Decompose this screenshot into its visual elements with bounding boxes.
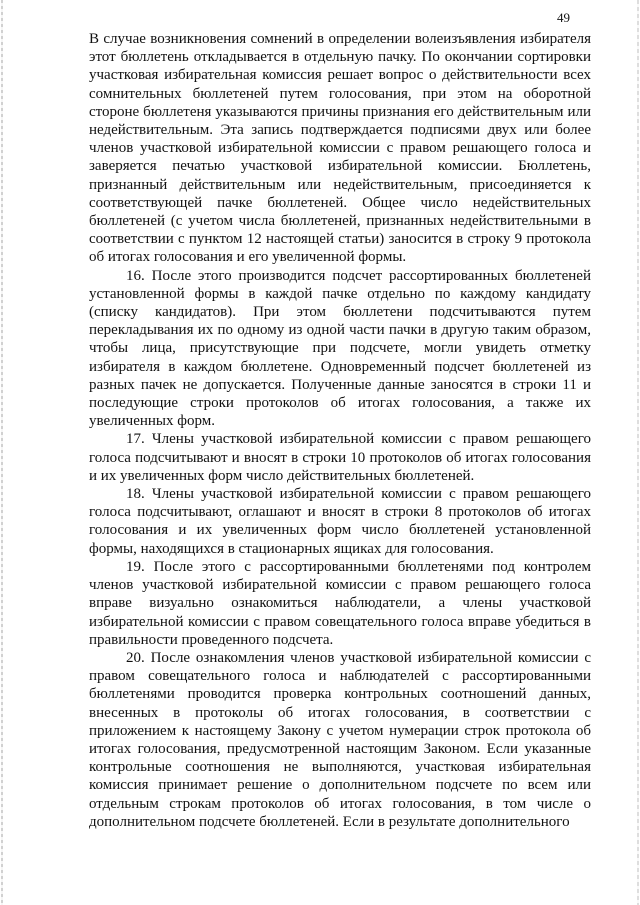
paragraph-16: 16. После этого производится подсчет рассортированных бюллетеней установленной формы в каждой пачке отдельно по каждому кандидату (списку кандидатов). При этом бюллетени подсчитываются путем перекладывания их по одному из одной части пачки в другую таким образом, чтобы лица, присутствующие при подсчете, могли увидеть отметку избирателя в каждом бюллетене. Одновременный подсчет бюллетеней из разных пачек не допускается. Полученные данные заносятся в строки 11 и последующие строки протоколов об итогах голосования, а также их увеличенных форм. bbox=[89, 267, 591, 430]
paragraph-17: 17. Члены участковой избирательной комиссии с правом решающего голоса подсчитывают и вносят в строки 10 протоколов об итогах голосования и их увеличенных форм число действительных бюллетеней. bbox=[89, 431, 591, 484]
paragraph-19: 19. После этого с рассортированными бюллетенями под контролем членов участковой избирательной комиссии с правом решающего голоса вправе визуально ознакомиться наблюдатели, а члены участковой избирательной комиссии с правом совещательного голоса вправе убедиться в правильности проведенного подсчета. bbox=[89, 558, 591, 648]
scan-edge-left bbox=[1, 0, 3, 905]
paragraph-18: 18. Члены участковой избирательной комиссии с правом решающего голоса подсчитывают, оглашают и вносят в строки 8 протоколов об итогах голосования и их увеличенных форм число бюллетеней установленной формы, находящихся в стационарных ящиках для голосования. bbox=[89, 486, 591, 557]
scan-edge-right bbox=[637, 0, 639, 905]
paragraph-20: 20. После ознакомления членов участковой избирательной комиссии с правом совещательного голоса и наблюдателей с рассортированными бюллетенями проводится проверка контрольных соотношений данных, внесенных в протоколы об итогах голосования, в соответствии с приложением к настоящему Закону с учетом нумерации строк протокола об итогах голосования, предусмотренной настоящим Законом. Если указанные контрольные соотношения не выполняются, участковая избирательная комиссия принимает решение о дополнительном подсчете по всем или отдельным строкам протоколов об итогах голосования, в том числе о дополнительном подсчете бюллетеней. Если в результате дополнительного bbox=[89, 649, 591, 830]
page-number: 49 bbox=[557, 10, 570, 25]
body-text bbox=[89, 30, 591, 831]
paragraph-continuation: В случае возникновения сомнений в определении волеизъявления избирателя этот бюллетень откладывается в отдельную пачку. По окончании сортировки участковая избирательная комиссия решает вопрос о действительности всех сомнительных бюллетеней путем голосования, при этом на оборотной стороне бюллетеня указываются причины признания его действительным или недействительным. Эта запись подтверждается подписями двух или более членов участковой избирательной комиссии с правом решающего голоса и заверяется печатью участковой избирательной комиссии. Бюллетень, признанный действительным или недействительным, присоединяется к соответствующей пачке бюллетеней. Общее число недействительных бюллетеней (с учетом числа бюллетеней, признанных недействительными в соответствии с пунктом 12 настоящей статьи) заносится в строку 9 протокола об итогах голосования и его увеличенной формы. bbox=[89, 31, 591, 266]
